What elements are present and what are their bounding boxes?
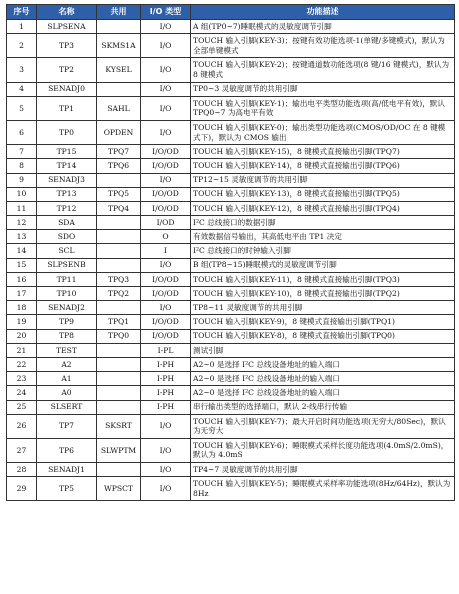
pin-number: 6	[7, 120, 37, 144]
pin-io-type: I/O	[141, 96, 191, 120]
pin-shared	[97, 82, 141, 96]
pin-description: I²C 总线接口的数据引脚	[191, 216, 455, 230]
pin-io-type: I/O	[141, 34, 191, 58]
pin-shared: TPQ1	[97, 315, 141, 329]
pin-name: SLPSENB	[37, 258, 97, 272]
pin-number: 14	[7, 244, 37, 258]
pin-name: TP10	[37, 287, 97, 301]
pin-shared: SKSRT	[97, 414, 141, 438]
pin-name: TP9	[37, 315, 97, 329]
pin-number: 1	[7, 20, 37, 34]
pin-number: 8	[7, 159, 37, 173]
pin-name: TP13	[37, 187, 97, 201]
pin-shared: OPDEN	[97, 120, 141, 144]
table-row	[7, 20, 455, 34]
table-row	[7, 463, 455, 477]
pin-io-type: I/O/OD	[141, 287, 191, 301]
pin-description: TOUCH 输入引脚(KEY-6)；睡眠模式采样长度功能选项(4.0mS/2.0mS)，默认为 4.0mS	[191, 438, 455, 462]
pin-io-type: I/O	[141, 463, 191, 477]
pin-name: SLSERT	[37, 400, 97, 414]
table-row	[7, 159, 455, 173]
pin-shared: TPQ0	[97, 329, 141, 343]
table-row	[7, 120, 455, 144]
pin-io-type: I/O/OD	[141, 201, 191, 215]
pin-description: 测试引脚	[191, 343, 455, 357]
pin-number: 29	[7, 477, 37, 501]
pin-name: TP3	[37, 34, 97, 58]
table-row	[7, 145, 455, 159]
pin-description: TOUCH 输入引脚(KEY-12)，8 键模式直接输出引脚(TPQ4)	[191, 201, 455, 215]
pin-name: TP1	[37, 96, 97, 120]
pin-description: TOUCH 输入引脚(KEY-7)；最大开启时间功能选项(无穷大/80Sec)，默认为无穷大	[191, 414, 455, 438]
pin-io-type: I-PH	[141, 357, 191, 371]
pin-io-type: I-PH	[141, 372, 191, 386]
pin-number: 24	[7, 386, 37, 400]
pin-number: 9	[7, 173, 37, 187]
pin-description: A 组(TP0~7)睡眠模式的灵敏度调节引脚	[191, 20, 455, 34]
pin-io-type: I/O/OD	[141, 272, 191, 286]
pin-description-table	[6, 4, 455, 501]
pin-description: 有效数据信号输出，其高低电平由 TP1 决定	[191, 230, 455, 244]
pin-name: SDA	[37, 216, 97, 230]
pin-io-type: I	[141, 244, 191, 258]
pin-io-type: I/O/OD	[141, 315, 191, 329]
table-row	[7, 244, 455, 258]
pin-number: 13	[7, 230, 37, 244]
pin-name: TP11	[37, 272, 97, 286]
pin-shared: TPQ7	[97, 145, 141, 159]
pin-description: TOUCH 输入引脚(KEY-1)；输出电平类型功能选项(高/低电平有效)，默认 TPQ0~7 为高电平有效	[191, 96, 455, 120]
pin-number: 4	[7, 82, 37, 96]
table-row	[7, 272, 455, 286]
table-row	[7, 173, 455, 187]
pin-io-type: I/O	[141, 20, 191, 34]
header-share: 共用	[97, 5, 141, 20]
pin-description: TOUCH 输入引脚(KEY-0)；输出类型功能选项(CMOS/OD/OC 在 8 键模式下)，默认为 CMOS 输出	[191, 120, 455, 144]
table-row	[7, 329, 455, 343]
pin-number: 3	[7, 58, 37, 82]
pin-name: TP6	[37, 438, 97, 462]
pin-description: I²C 总线接口的时钟输入引脚	[191, 244, 455, 258]
table-row	[7, 58, 455, 82]
pin-name: TP7	[37, 414, 97, 438]
pin-io-type: I/O	[141, 82, 191, 96]
pin-number: 18	[7, 301, 37, 315]
table-row	[7, 357, 455, 371]
pin-io-type: I-PH	[141, 386, 191, 400]
table-row	[7, 438, 455, 462]
pin-description: TOUCH 输入引脚(KEY-14)，8 键模式直接输出引脚(TPQ6)	[191, 159, 455, 173]
pin-shared	[97, 372, 141, 386]
pin-description: 串行输出类型的选择端口，默认 2-线串行传输	[191, 400, 455, 414]
table-row	[7, 34, 455, 58]
pin-description: A2~0 是选择 I²C 总线设备地址的输入端口	[191, 386, 455, 400]
pin-description: TP4~7 灵敏度调节的共用引脚	[191, 463, 455, 477]
pin-name: TP14	[37, 159, 97, 173]
table-row	[7, 477, 455, 501]
pin-number: 11	[7, 201, 37, 215]
table-row	[7, 201, 455, 215]
pin-description: TOUCH 输入引脚(KEY-8)，8 键模式直接输出引脚(TPQ0)	[191, 329, 455, 343]
pin-io-type: I/O	[141, 258, 191, 272]
pin-number: 19	[7, 315, 37, 329]
pin-description: TOUCH 输入引脚(KEY-13)，8 键模式直接输出引脚(TPQ5)	[191, 187, 455, 201]
pin-io-type: I/O	[141, 58, 191, 82]
pin-description: B 组(TP8~15)睡眠模式的灵敏度调节引脚	[191, 258, 455, 272]
pin-shared	[97, 244, 141, 258]
pin-io-type: I/O	[141, 120, 191, 144]
pin-name: SENADJ0	[37, 82, 97, 96]
pin-shared: WPSCT	[97, 477, 141, 501]
pin-number: 15	[7, 258, 37, 272]
pin-description: TOUCH 输入引脚(KEY-3)；按键有效功能选项-1(单键/多键模式)，默认为全部单键模式	[191, 34, 455, 58]
table-row	[7, 315, 455, 329]
pin-io-type: I-PH	[141, 400, 191, 414]
pin-shared	[97, 301, 141, 315]
table-row	[7, 372, 455, 386]
pin-shared	[97, 230, 141, 244]
pin-shared: KYSEL	[97, 58, 141, 82]
pin-shared: SAHL	[97, 96, 141, 120]
table-row	[7, 414, 455, 438]
pin-number: 22	[7, 357, 37, 371]
table-row	[7, 216, 455, 230]
pin-name: SDO	[37, 230, 97, 244]
table-row	[7, 343, 455, 357]
table-body	[7, 20, 455, 501]
pin-description: A2~0 是选择 I²C 总线设备地址的输入端口	[191, 357, 455, 371]
pin-number: 27	[7, 438, 37, 462]
header-description: 功能描述	[191, 5, 455, 20]
pin-number: 12	[7, 216, 37, 230]
pin-name: TP5	[37, 477, 97, 501]
pin-number: 21	[7, 343, 37, 357]
pin-number: 17	[7, 287, 37, 301]
pin-name: TP0	[37, 120, 97, 144]
table-row	[7, 187, 455, 201]
pin-io-type: I-PL	[141, 343, 191, 357]
pin-name: TP12	[37, 201, 97, 215]
header-row	[7, 5, 455, 20]
pin-description: TOUCH 输入引脚(KEY-2)；按键通道数功能选项(8 键/16 键模式)，默认为 8 键模式	[191, 58, 455, 82]
pin-io-type: I/O	[141, 414, 191, 438]
pin-io-type: I/O	[141, 301, 191, 315]
pin-number: 5	[7, 96, 37, 120]
pin-description: TP12~15 灵敏度调节的共用引脚	[191, 173, 455, 187]
pin-number: 26	[7, 414, 37, 438]
pin-shared: TPQ5	[97, 187, 141, 201]
pin-io-type: I/O/OD	[141, 187, 191, 201]
pin-shared	[97, 343, 141, 357]
pin-description: TOUCH 输入引脚(KEY-10)，8 键模式直接输出引脚(TPQ2)	[191, 287, 455, 301]
pin-io-type: I/O/OD	[141, 329, 191, 343]
header-io-type: I/O 类型	[141, 5, 191, 20]
pin-shared: TPQ2	[97, 287, 141, 301]
pin-shared	[97, 463, 141, 477]
table-row	[7, 96, 455, 120]
pin-description: A2~0 是选择 I²C 总线设备地址的输入端口	[191, 372, 455, 386]
pin-number: 16	[7, 272, 37, 286]
pin-name: A0	[37, 386, 97, 400]
pin-number: 28	[7, 463, 37, 477]
pin-name: SENADJ3	[37, 173, 97, 187]
pin-shared	[97, 258, 141, 272]
pin-name: TP2	[37, 58, 97, 82]
table-row	[7, 287, 455, 301]
pin-description: TOUCH 输入引脚(KEY-11)，8 键模式直接输出引脚(TPQ3)	[191, 272, 455, 286]
pin-shared	[97, 400, 141, 414]
pin-shared: SLWPTM	[97, 438, 141, 462]
pin-number: 23	[7, 372, 37, 386]
pin-io-type: I/OD	[141, 216, 191, 230]
header-no: 序号	[7, 5, 37, 20]
pin-shared: TPQ3	[97, 272, 141, 286]
pin-io-type: O	[141, 230, 191, 244]
table-row	[7, 230, 455, 244]
pin-name: TP8	[37, 329, 97, 343]
table-row	[7, 258, 455, 272]
pin-name: SCL	[37, 244, 97, 258]
pin-number: 7	[7, 145, 37, 159]
pin-description: TOUCH 输入引脚(KEY-15)，8 键模式直接输出引脚(TPQ7)	[191, 145, 455, 159]
pin-name: TEST	[37, 343, 97, 357]
pin-description: TOUCH 输入引脚(KEY-5)；睡眠模式采样率功能选项(8Hz/64Hz)，默认为 8Hz	[191, 477, 455, 501]
pin-io-type: I/O	[141, 477, 191, 501]
pin-name: A2	[37, 357, 97, 371]
table-row	[7, 82, 455, 96]
table-row	[7, 301, 455, 315]
table-row	[7, 386, 455, 400]
pin-io-type: I/O	[141, 173, 191, 187]
pin-shared	[97, 386, 141, 400]
pin-shared: TPQ6	[97, 159, 141, 173]
table-row	[7, 400, 455, 414]
pin-shared: TPQ4	[97, 201, 141, 215]
pin-io-type: I/O	[141, 438, 191, 462]
pin-description: TP8~11 灵敏度调节的共用引脚	[191, 301, 455, 315]
pin-number: 20	[7, 329, 37, 343]
pin-name: A1	[37, 372, 97, 386]
pin-io-type: I/O/OD	[141, 145, 191, 159]
pin-description: TOUCH 输入引脚(KEY-9)，8 键模式直接输出引脚(TPQ1)	[191, 315, 455, 329]
pin-shared	[97, 357, 141, 371]
pin-number: 2	[7, 34, 37, 58]
pin-name: SLPSENA	[37, 20, 97, 34]
pin-shared: SKMS1A	[97, 34, 141, 58]
pin-number: 10	[7, 187, 37, 201]
pin-name: SENADJ2	[37, 301, 97, 315]
pin-shared	[97, 173, 141, 187]
header-name: 名称	[37, 5, 97, 20]
pin-name: TP15	[37, 145, 97, 159]
pin-shared	[97, 20, 141, 34]
pin-shared	[97, 216, 141, 230]
pin-number: 25	[7, 400, 37, 414]
pin-io-type: I/O/OD	[141, 159, 191, 173]
pin-name: SENADJ1	[37, 463, 97, 477]
pin-description: TP0~3 灵敏度调节的共用引脚	[191, 82, 455, 96]
